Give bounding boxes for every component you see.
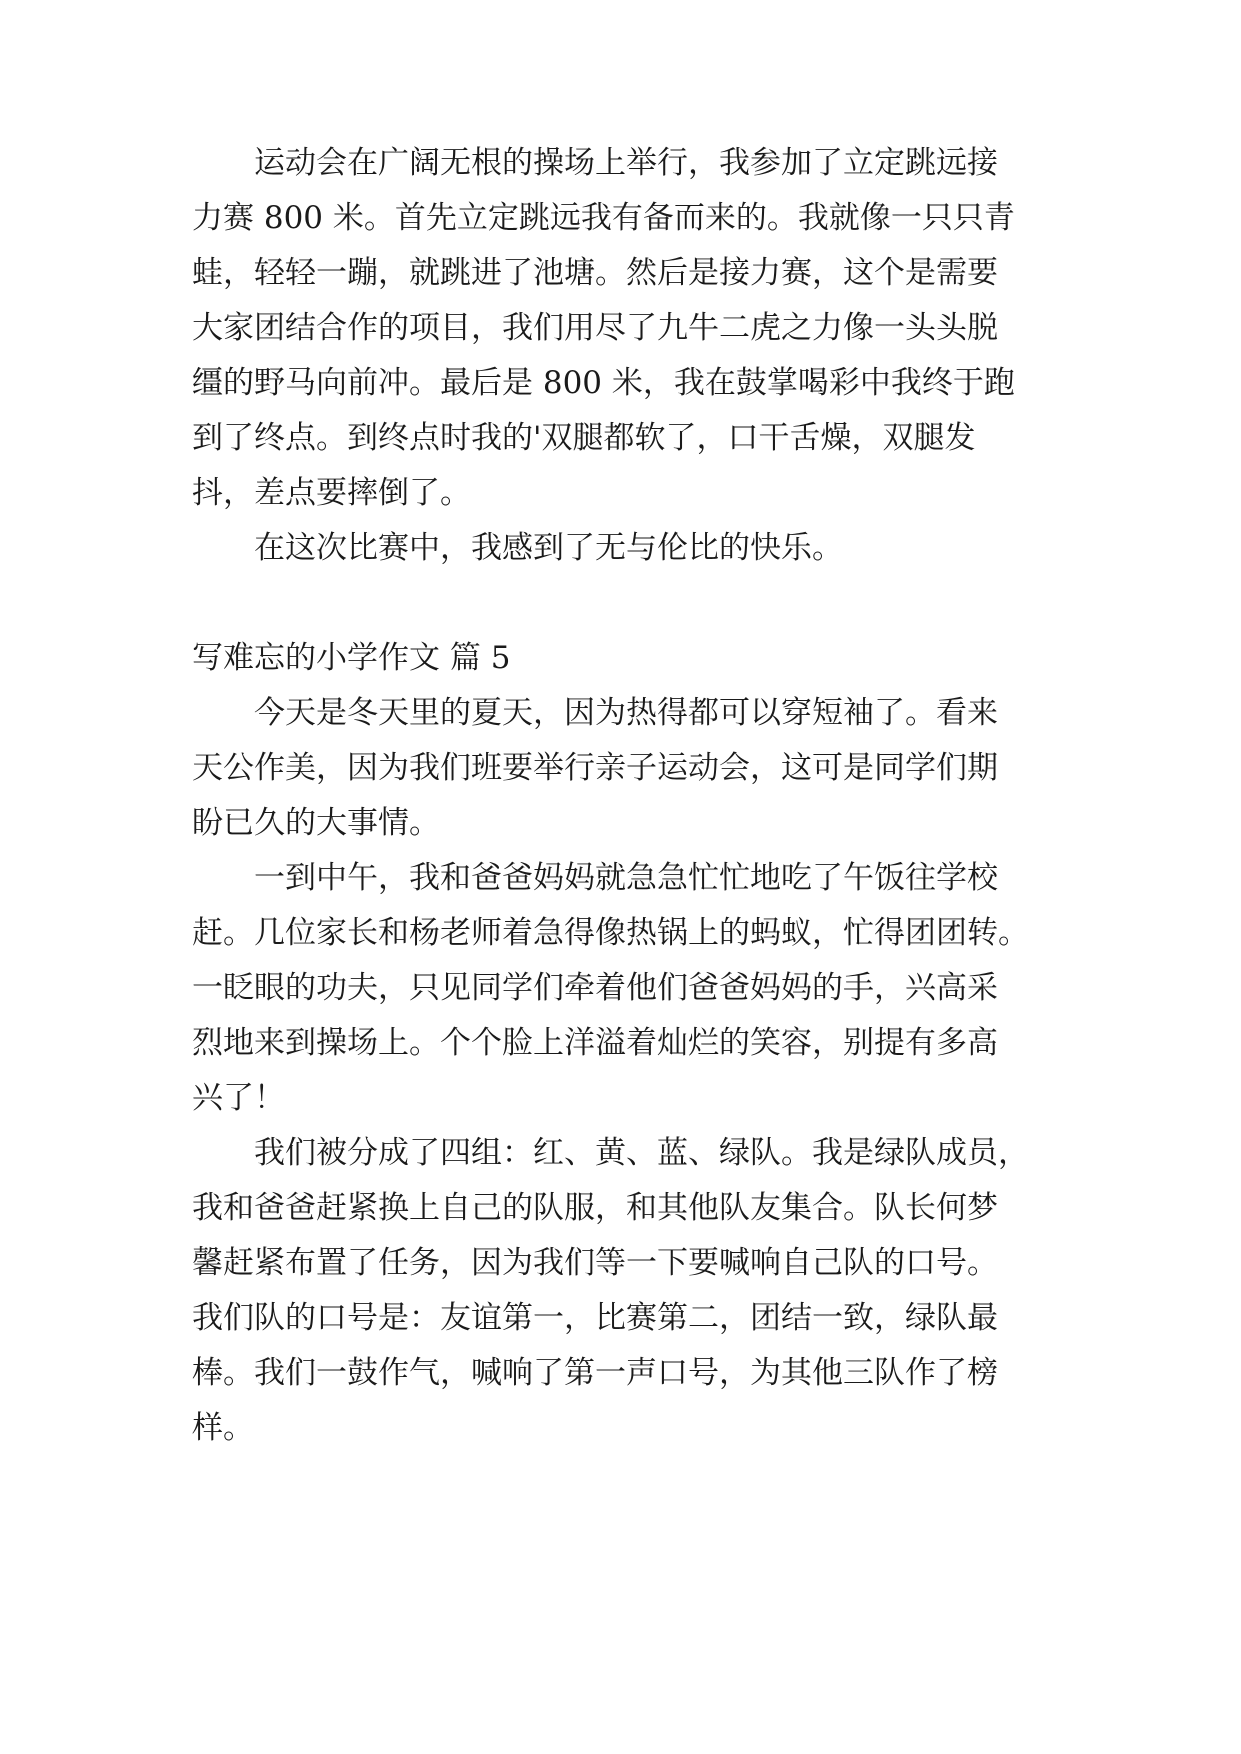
text-line: 今天是冬天里的夏天，因为热得都可以穿短袖了。看来	[254, 695, 998, 731]
text-line: 我和爸爸赶紧换上自己的队服，和其他队友集合。队长何梦	[192, 1190, 998, 1226]
text-line: 天公作美，因为我们班要举行亲子运动会，这可是同学们期	[192, 750, 998, 786]
text-line: 赶。几位家长和杨老师着急得像热锅上的蚂蚁，忙得团团转。	[192, 915, 1029, 951]
text-line: 一眨眼的功夫，只见同学们牵着他们爸爸妈妈的手，兴高采	[192, 970, 998, 1006]
text-line: 运动会在广阔无根的操场上举行，我参加了立定跳远接	[254, 145, 998, 181]
section-heading: 写难忘的小学作文 篇 5	[192, 640, 511, 676]
text-line: 抖，差点要摔倒了。	[192, 475, 471, 511]
text-line: 一到中午，我和爸爸妈妈就急急忙忙地吃了午饭往学校	[254, 860, 998, 896]
text-line: 样。	[192, 1410, 254, 1446]
text-line: 力赛 800 米。首先立定跳远我有备而来的。我就像一只只青	[192, 200, 1015, 236]
text-line: 烈地来到操场上。个个脸上洋溢着灿烂的笑容，别提有多高	[192, 1025, 998, 1061]
text-line: 兴了！	[192, 1080, 285, 1116]
text-line: 盼已久的大事情。	[192, 805, 440, 841]
text-line: 棒。我们一鼓作气，喊响了第一声口号，为其他三队作了榜	[192, 1355, 998, 1391]
text-line: 我们队的口号是：友谊第一，比赛第二，团结一致，绿队最	[192, 1300, 998, 1336]
text-line: 蛙，轻轻一蹦，就跳进了池塘。然后是接力赛，这个是需要	[192, 255, 998, 291]
text-line: 我们被分成了四组：红、黄、蓝、绿队。我是绿队成员，	[254, 1135, 1029, 1171]
text-line: 馨赶紧布置了任务，因为我们等一下要喊响自己队的口号。	[192, 1245, 998, 1281]
text-line: 到了终点。到终点时我的'双腿都软了，口干舌燥，双腿发	[192, 420, 976, 456]
text-line: 大家团结合作的项目，我们用尽了九牛二虎之力像一头头脱	[192, 310, 998, 346]
text-line: 在这次比赛中，我感到了无与伦比的快乐。	[254, 530, 843, 566]
text-line: 缰的野马向前冲。最后是 800 米，我在鼓掌喝彩中我终于跑	[192, 365, 1015, 401]
